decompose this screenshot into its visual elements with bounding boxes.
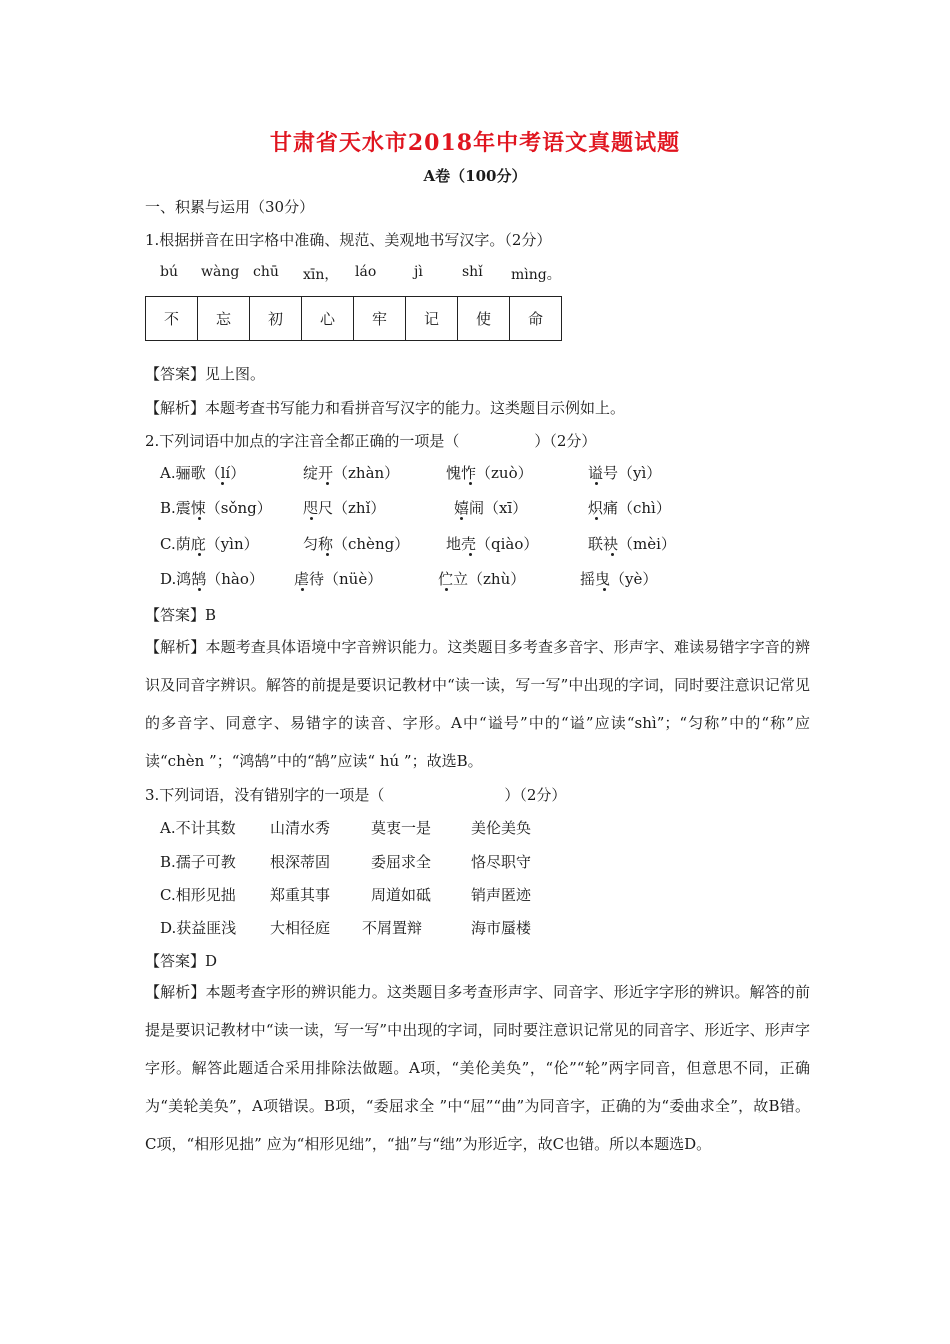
question-1-answer: 【答案】见上图。 <box>145 365 266 383</box>
q3-option-b-4: 恪尽职守 <box>471 853 532 871</box>
q3-option-d-3: 不屑置辩 <box>362 919 423 937</box>
q3-option-d-1: D.获益匪浅 <box>160 919 237 937</box>
q2-option-d-1: D.鸿鹄（hào） <box>160 570 264 588</box>
emphasis-dot <box>611 553 614 556</box>
q2-option-d-3: 伫立（zhù） <box>438 570 526 588</box>
q2-option-d-4: 摇曳（yè） <box>580 570 658 588</box>
pinyin-2: wàng <box>201 264 240 280</box>
grid-cell: 心 <box>302 297 354 341</box>
q3-option-c-4: 销声匿迹 <box>471 886 532 904</box>
grid-cell: 记 <box>406 297 458 341</box>
character-grid <box>145 296 562 341</box>
grid-cell: 忘 <box>198 297 250 341</box>
emphasis-dot <box>198 588 201 591</box>
emphasis-dot <box>469 553 472 556</box>
q2-option-b-3: 嬉闹（xī） <box>454 499 528 517</box>
page-title: 甘肃省天水市2018年中考语文真题试题 <box>269 130 681 156</box>
grid-cell: 使 <box>458 297 510 341</box>
question-2-stem: 2.下列词语中加点的字注音全都正确的一项是（ ）（2分） <box>145 432 597 450</box>
question-3-answer: 【答案】D <box>145 952 218 970</box>
q2-option-c-2: 匀称（chèng） <box>303 535 410 553</box>
question-2-analysis: 【解析】本题考查具体语境中字音辨识能力。这类题目多考查多音字、形声字、难读易错字字音的辨识及同音字辨识。解答的前提是要识记教材中“读一读，写一写”中出现的字词，同时要注意识记常见的多音字、同意字、易错字的读音、字形。A中“谥号”中的“谥”应读“shì”；“匀称”中的“称”应读“chèn ”；“鸿鹄”中的“鹄”应读“ hú ”；故选B。 <box>145 638 810 770</box>
pinyin-8: mìng。 <box>511 267 561 283</box>
pinyin-3: chū <box>253 264 279 280</box>
q2-option-b-1: B.震悚（sǒng） <box>160 499 272 517</box>
emphasis-dot <box>198 553 201 556</box>
q3-option-c-1: C.相形见拙 <box>160 886 236 904</box>
emphasis-dot <box>445 588 448 591</box>
grid-cell: 牢 <box>354 297 406 341</box>
question-1-stem: 1.根据拼音在田字格中准确、规范、美观地书写汉字。（2分） <box>145 231 552 249</box>
grid-cell: 初 <box>250 297 302 341</box>
q2-option-a-4: 谥号（yì） <box>588 464 662 482</box>
pinyin-6: jì <box>414 264 423 280</box>
pinyin-5: láo <box>355 264 377 280</box>
emphasis-dot <box>326 482 329 485</box>
question-2-answer: 【答案】B <box>145 606 217 624</box>
q3-option-b-3: 委屈求全 <box>371 853 432 871</box>
q3-option-d-4: 海市蜃楼 <box>471 919 532 937</box>
grid-cell: 不 <box>146 297 198 341</box>
q3-option-a-4: 美伦美奂 <box>471 819 532 837</box>
section-heading: 一、积累与运用（30分） <box>145 198 315 216</box>
emphasis-dot <box>301 588 304 591</box>
emphasis-dot <box>469 482 472 485</box>
pinyin-7: shǐ <box>462 264 483 280</box>
q2-option-a-1: A.骊歌（lí） <box>160 464 246 482</box>
q3-option-c-3: 周道如砥 <box>371 886 432 904</box>
q2-option-a-2: 绽开（zhàn） <box>303 464 400 482</box>
question-1-analysis: 【解析】本题考查书写能力和看拼音写汉字的能力。这类题目示例如上。 <box>145 399 626 417</box>
question-3-analysis: 【解析】本题考查字形的辨识能力。这类题目多考查形声字、同音字、形近字字形的辨识。解答的前提是要识记教材中“读一读，写一写”中出现的字词，同时要注意识记常见的同音字、形近字、形声字字形。解答此题适合采用排除法做题。A项，“美伦美奂”，“伦”“轮”两字同音，但意思不同，正确为“美轮美奂”，A项错误。B项，“委屈求全 ”中“屈”“曲”为同音字，正确的为“委曲求全”，故B错。C项，“相形见拙” 应为“相形见绌”，“拙”与“绌”为形近字，故C也错。所以本题选D。 <box>145 983 810 1153</box>
q3-option-a-3: 莫衷一是 <box>371 819 432 837</box>
q3-option-a-1: A.不计其数 <box>160 819 236 837</box>
emphasis-dot <box>603 588 606 591</box>
emphasis-dot <box>221 482 224 485</box>
q2-option-a-3: 愧怍（zuò） <box>446 464 533 482</box>
emphasis-dot <box>595 517 598 520</box>
q3-option-b-1: B.孺子可教 <box>160 853 236 871</box>
q2-option-d-2: 虐待（nüè） <box>294 570 383 588</box>
q3-option-d-2: 大相径庭 <box>270 919 331 937</box>
emphasis-dot <box>595 482 598 485</box>
emphasis-dot <box>310 517 313 520</box>
q2-option-c-4: 联袂（mèi） <box>588 535 676 553</box>
paper-subtitle: A卷（100分） <box>423 167 527 185</box>
q2-option-c-1: C.荫庇（yìn） <box>160 535 259 553</box>
q3-option-a-2: 山清水秀 <box>270 819 331 837</box>
q2-option-b-4: 炽痛（chì） <box>588 499 671 517</box>
q2-option-b-2: 咫尺（zhǐ） <box>303 499 386 517</box>
emphasis-dot <box>460 517 463 520</box>
q3-option-c-2: 郑重其事 <box>270 886 331 904</box>
emphasis-dot <box>326 553 329 556</box>
question-3-stem: 3.下列词语，没有错别字的一项是（ ）（2分） <box>145 786 567 804</box>
grid-cell: 命 <box>510 297 562 341</box>
q2-option-c-3: 地壳（qiào） <box>446 535 539 553</box>
pinyin-1: bú <box>160 264 178 280</box>
pinyin-4: xīn， <box>303 267 339 283</box>
q3-option-b-2: 根深蒂固 <box>270 853 331 871</box>
emphasis-dot <box>198 517 201 520</box>
